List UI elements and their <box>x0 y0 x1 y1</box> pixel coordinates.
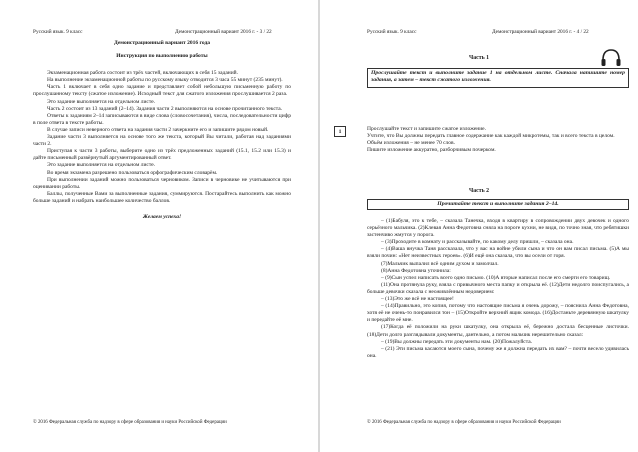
right-page <box>320 0 638 452</box>
instructions-heading: Инструкция по выполнению работы <box>116 53 208 60</box>
instructions-body <box>33 40 291 221</box>
left-page <box>0 0 318 452</box>
text-paragraph: – (19)Вы должны передать эти документы нам. (20)Пожалуйста. <box>381 338 533 345</box>
text-paragraph: – (14)Правильно, это копия, потому что настоящие письма я очень дорожу, – пояснила Анна Федотовна, хотя её не очень-то понравился тон – (15)Откройте верхний ящик комода. (16)Достаньте деревянную шкатулку и передайте её мне. <box>367 303 629 324</box>
headphones-icon <box>600 48 622 68</box>
text-paragraph: – (9)Сын успел написать всего одно письмо. (10)А вторые написал после его смерти его товарищ. <box>381 274 611 281</box>
document-title: Демонстрационный вариант 2016 года <box>114 40 210 46</box>
part2-title: Часть 2 <box>469 188 489 194</box>
instruction-paragraph: На выполнение экзаменационной работы по русскому языку отводится 3 часа 55 минут (235 минут). <box>47 77 283 84</box>
header-subject: Русский язык. 9 класс <box>33 29 83 35</box>
instruction-paragraph: В случае записи неверного ответа на задания части 2 зачеркните его и запишите рядом новый. <box>47 126 269 133</box>
task1-line: Объём изложения – не менее 70 слов. <box>367 140 455 147</box>
text-paragraph: (8)Анна Федотовна уточнила: <box>381 267 451 274</box>
text-paragraph: – (1)Бабуля, это к тебе, – сказала Танечка, входя в квартиру в сопровождении двух девочек и одного серьёзного мальчика. (2)Клевая Анна Федотовна сняла на пороге кухни, не видя, по точно зная, что ребятишки застенчиво жмутся у порога. <box>367 218 629 239</box>
instruction-paragraph: Часть 1 включает в себя одно задание и представляет собой небольшую письменную работу по прослушанному тексту (сжатое изложение). Исходный текст для сжатого изложения прослушивается 2 раза. <box>33 84 291 98</box>
instruction-paragraph: Ответы к заданиям 2–14 записываются в виде слова (словосочетания), числа, последовательности цифр в поле ответа в тексте работы. <box>33 112 291 126</box>
header-page-info: Демонстрационный вариант 2016 г. - 3 / 22 <box>175 29 272 35</box>
instruction-paragraph: Приступая к части 3 работы, выберите одно из трёх предложенных заданий (15.1, 15.2 или 15.3) и дайте письменный развёрнутый аргументированный ответ. <box>33 148 291 162</box>
task1-line: Пишите изложение аккуратно, разборчивым почерком. <box>367 147 496 154</box>
closing-wish: Желаем успеха! <box>142 213 182 220</box>
task-number-box: 1 <box>334 126 346 137</box>
part2-instruction-box: Прочитайте текст и выполните задания 2–14. <box>367 199 629 210</box>
text-paragraph: (11)Она протянула руку, взяла с привычного места папку и открыла её. (12)Дети недолго поиспугались, а больше девочки сказала с неоживлённым недоверием: <box>367 281 629 295</box>
task1-text <box>367 126 629 154</box>
left-page-footer: © 2016 Федеральная служба по надзору в сфере образования и науки Российской Федерации <box>33 420 227 425</box>
reading-text <box>367 218 629 360</box>
instruction-paragraph: Во время экзамена разрешено пользоваться орфографическим словарём. <box>47 169 218 176</box>
instruction-paragraph: Часть 2 состоит из 13 заданий (2–14). Задания части 2 выполняются на основе прочитанного текста. <box>47 105 283 112</box>
header-subject: Русский язык. 9 класс <box>367 29 417 35</box>
instruction-paragraph: Экзаменационная работа состоит из трёх частей, включающих в себя 15 заданий. <box>47 70 238 77</box>
instruction-paragraph: При выполнении заданий можно пользоваться черновиком. Записи в черновике не учитываются при оценивании работы. <box>33 176 291 190</box>
task1-line: Учтите, что Вы должны передать главное содержание как каждой микротемы, так и всего текста в целом. <box>367 133 615 140</box>
text-paragraph: – (13)Это же всё не настоящее! <box>381 296 454 303</box>
instruction-paragraph: Это задание выполняется на отдельном листе. <box>47 162 156 169</box>
text-paragraph: (7)Мальчик выпалил всё одним духом и замолчал. <box>381 260 499 267</box>
text-paragraph: – (4)Ваша внучка Таня рассказала, что у вас на войне убили сына и что он вам писал письма. (5)А мы взяли почин: «Нет неизвестных героев». (6)И ещё она сказала, что вы осели от горя. <box>367 246 629 260</box>
part1-instruction-box: Прослушайте текст и выполните задание 1 на отдельном листе. Сначала напишите номер задания, а затем – текст сжатого изложения. <box>367 68 629 88</box>
task1-line: Прослушайте текст и запишите сжатое изложение. <box>367 126 486 132</box>
instruction-paragraph: Это задание выполняется на отдельном листе. <box>47 98 156 105</box>
text-paragraph: – (21) Эти письма касаются моего сына, почему же я должна передать их вам? – почти весело удивилась она. <box>367 345 629 359</box>
instruction-paragraph: Задание части 3 выполняется на основе того же текста, который Вы читали, работая над заданиями части 2. <box>33 134 291 148</box>
part1-title: Часть 1 <box>469 55 489 61</box>
text-paragraph: (17)Когда её положили на руки шкатулку, она открыла её, бережно достала бесценные листочки. (18)Дети долго разглядывали документы, дантельно, а потом мальчик нерешительно сказал: <box>367 324 629 338</box>
header-page-info: Демонстрационный вариант 2016 г. - 4 / 22 <box>492 29 589 35</box>
text-paragraph: – (3)Проходите в комнату и рассказывайте, по какому делу пришли, – сказала она. <box>381 239 574 246</box>
right-page-footer: © 2016 Федеральная служба по надзору в сфере образования и науки Российской Федерации <box>367 420 561 425</box>
instruction-paragraph: Баллы, полученные Вами за выполненные задания, суммируются. Постарайтесь выполнить как можно больше заданий и набрать наибольшее количество баллов. <box>33 190 291 204</box>
